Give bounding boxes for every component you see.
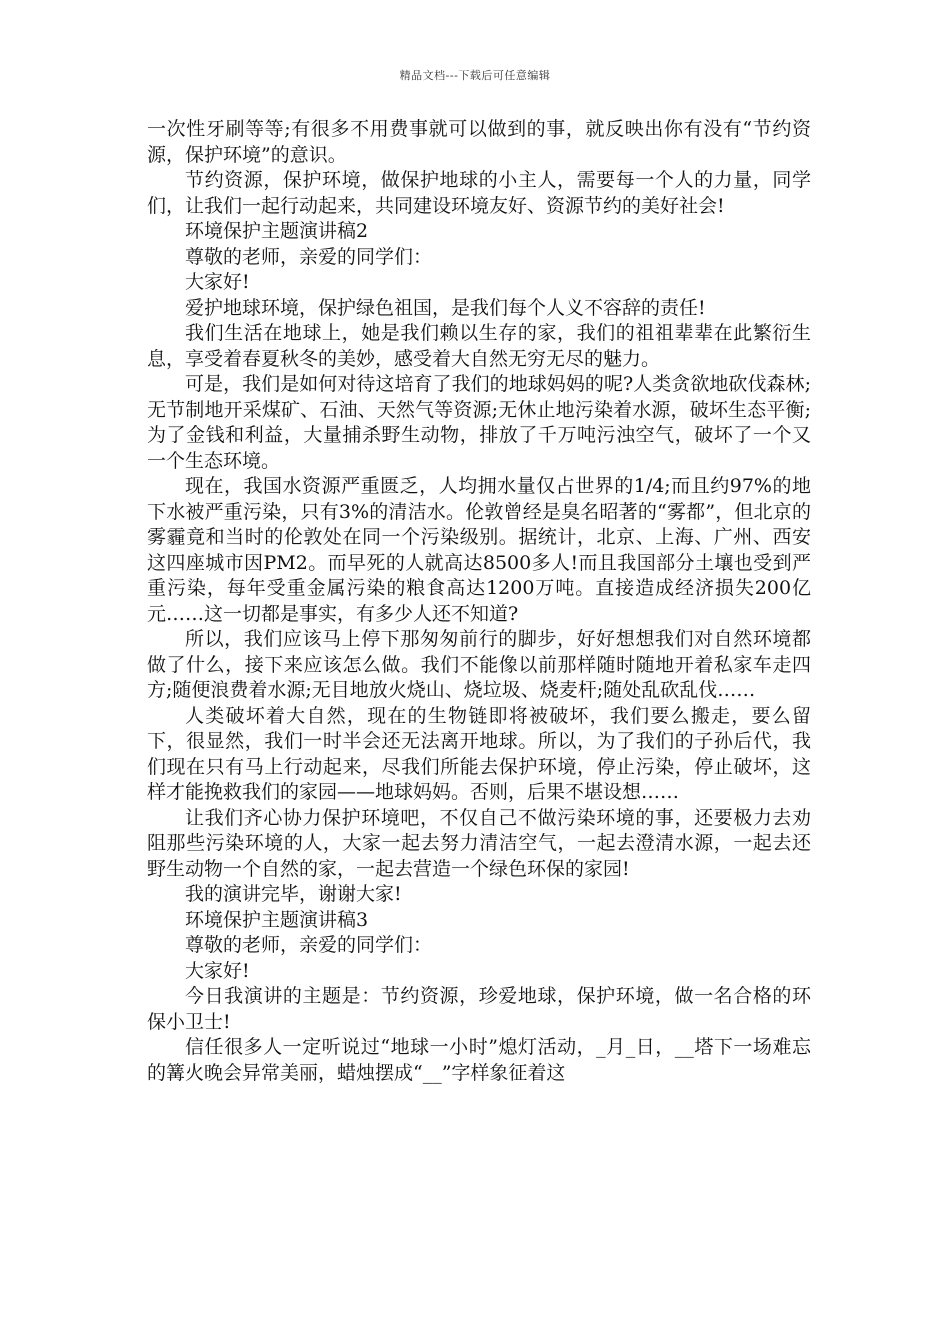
paragraph: 一次性牙刷等等;有很多不用费事就可以做到的事，就反映出你有没有“节约资源，保护环境”的意识。 (147, 118, 811, 166)
section-heading: 环境保护主题演讲稿2 (185, 220, 369, 242)
paragraph: 所以，我们应该马上停下那匆匆前行的脚步，好好想想我们对自然环境都做了什么，接下来应该怎么做。我们不能像以前那样随时随地开着私家车走四方;随便浪费着水源;无目地放火烧山、烧垃圾、烧麦杆;随处乱砍乱伐…… (147, 628, 811, 701)
section-heading: 环境保护主题演讲稿3 (185, 908, 369, 931)
salutation: 尊敬的老师，亲爱的同学们： (185, 934, 433, 956)
document-body (147, 117, 811, 1086)
paragraph: 信任很多人一定听说过“地球一小时”熄灯活动，_月_日，__塔下一场难忘的篝火晚会异常美丽，蜡烛摆成“__”字样象征着这 (147, 1036, 811, 1084)
paragraph: 爱护地球环境，保护绿色祖国，是我们每个人义不容辞的责任! (185, 296, 706, 319)
paragraph: 人类破坏着大自然，现在的生物链即将被破坏，我们要么搬走，要么留下，很显然，我们一时半会还无法离开地球。所以，为了我们的子孙后代，我们现在只有马上行动起来，尽我们所能去保护环境，停止污染，停止破坏，这样才能挽救我们的家园——地球妈妈。否则，后果不堪设想…… (147, 704, 811, 803)
greeting: 大家好! (185, 959, 250, 982)
greeting: 大家好! (185, 271, 250, 293)
paragraph: 我们生活在地球上，她是我们赖以生存的家，我们的祖祖辈辈在此繁衍生息，享受着春夏秋冬的美妙，感受着大自然无穷无尽的魅力。 (147, 322, 811, 370)
paragraph: 节约资源，保护环境，做保护地球的小主人，需要每一个人的力量，同学们，让我们一起行动起来，共同建设环境友好、资源节约的美好社会! (147, 169, 811, 217)
closing-line: 我的演讲完毕，谢谢大家! (185, 883, 402, 905)
page-header: 精品文档---下载后可任意编辑 (399, 69, 551, 82)
paragraph: 现在，我国水资源严重匮乏，人均拥水量仅占世界的1/4;而且约97%的地下水被严重污染，只有3%的清洁水。伦敦曾经是臭名昭著的“雾都”，但北京的雾霾竟和当时的伦敦处在同一个污染级别。据统计，北京、上海、广州、西安这四座城市因PM2。而早死的人就高达8500多人!而且我国部分土壤也受到严重污染，每年受重金属污染的粮食高达1200万吨。直接造成经济损失200亿元……这一切都是事实，有多少人还不知道? (147, 475, 811, 625)
paragraph: 可是，我们是如何对待这培育了我们的地球妈妈的呢?人类贪欲地砍伐森林;无节制地开采煤矿、石油、天然气等资源;无休止地污染着水源，破坏生态平衡;为了金钱和利益，大量捕杀野生动物，排放了千万吨污浊空气，破坏了一个又一个生态环境。 (147, 373, 811, 472)
paragraph: 今日我演讲的主题是：节约资源，珍爱地球，保护环境，做一名合格的环保小卫士! (147, 985, 811, 1033)
salutation: 尊敬的老师，亲爱的同学们： (185, 245, 433, 268)
paragraph: 让我们齐心协力保护环境吧，不仅自己不做污染环境的事，还要极力去劝阻那些污染环境的人，大家一起去努力清洁空气，一起去澄清水源，一起去还野生动物一个自然的家，一起去营造一个绿色环保的家园! (147, 806, 811, 880)
